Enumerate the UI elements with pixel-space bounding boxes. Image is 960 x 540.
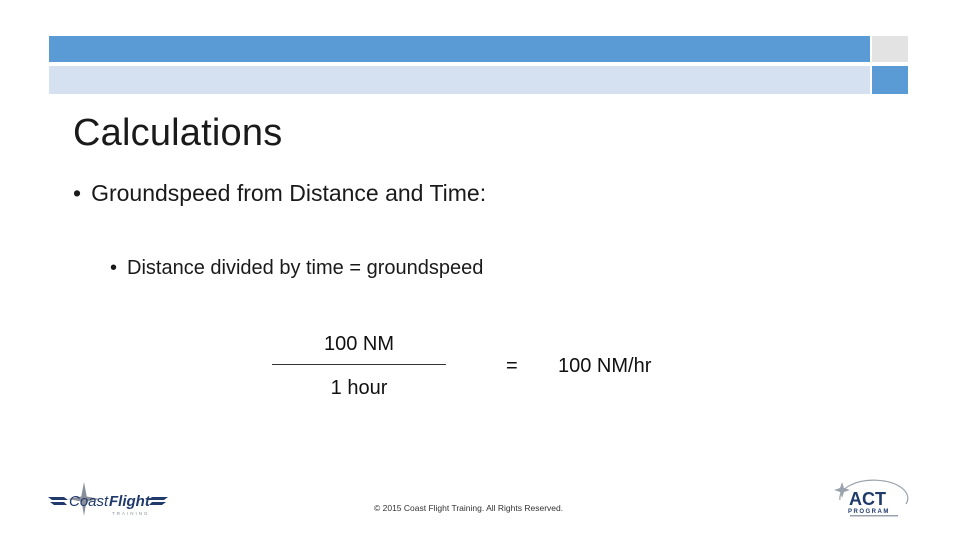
logo-text-coast: Coast <box>69 493 109 510</box>
header-bar-top <box>49 36 870 62</box>
bullet-level-1 <box>73 180 486 207</box>
act-program-logo <box>832 478 912 520</box>
logo-text-program: PROGRAM <box>848 509 890 515</box>
header-corner-top <box>872 36 908 62</box>
bullet-icon: • <box>73 180 82 206</box>
slide-title: Calculations <box>73 112 283 154</box>
formula-result: 100 NM/hr <box>558 355 652 377</box>
fraction-numerator: 100 NM <box>323 333 395 355</box>
coast-flight-logo <box>46 478 170 520</box>
fraction-line <box>272 364 446 365</box>
logo-text-act: ACT <box>849 489 886 509</box>
bullet-2-text: Distance divided by time = groundspeed <box>127 257 484 279</box>
copyright-footer: © 2015 Coast Flight Training. All Rights Reserved. <box>374 503 564 513</box>
bullet-icon: • <box>110 257 118 279</box>
header-bar-secondary <box>49 66 870 94</box>
logo-tagline: TRAINING <box>112 511 150 516</box>
header-corner-secondary <box>872 66 908 94</box>
equals-sign: = <box>506 355 518 377</box>
bullet-1-text: Groundspeed from Distance and Time: <box>91 180 487 206</box>
logo-underline <box>850 515 898 517</box>
fraction-denominator: 1 hour <box>330 377 388 399</box>
star-icon <box>834 482 850 498</box>
logo-text-flight: Flight <box>109 493 150 510</box>
bullet-level-2 <box>110 257 483 280</box>
